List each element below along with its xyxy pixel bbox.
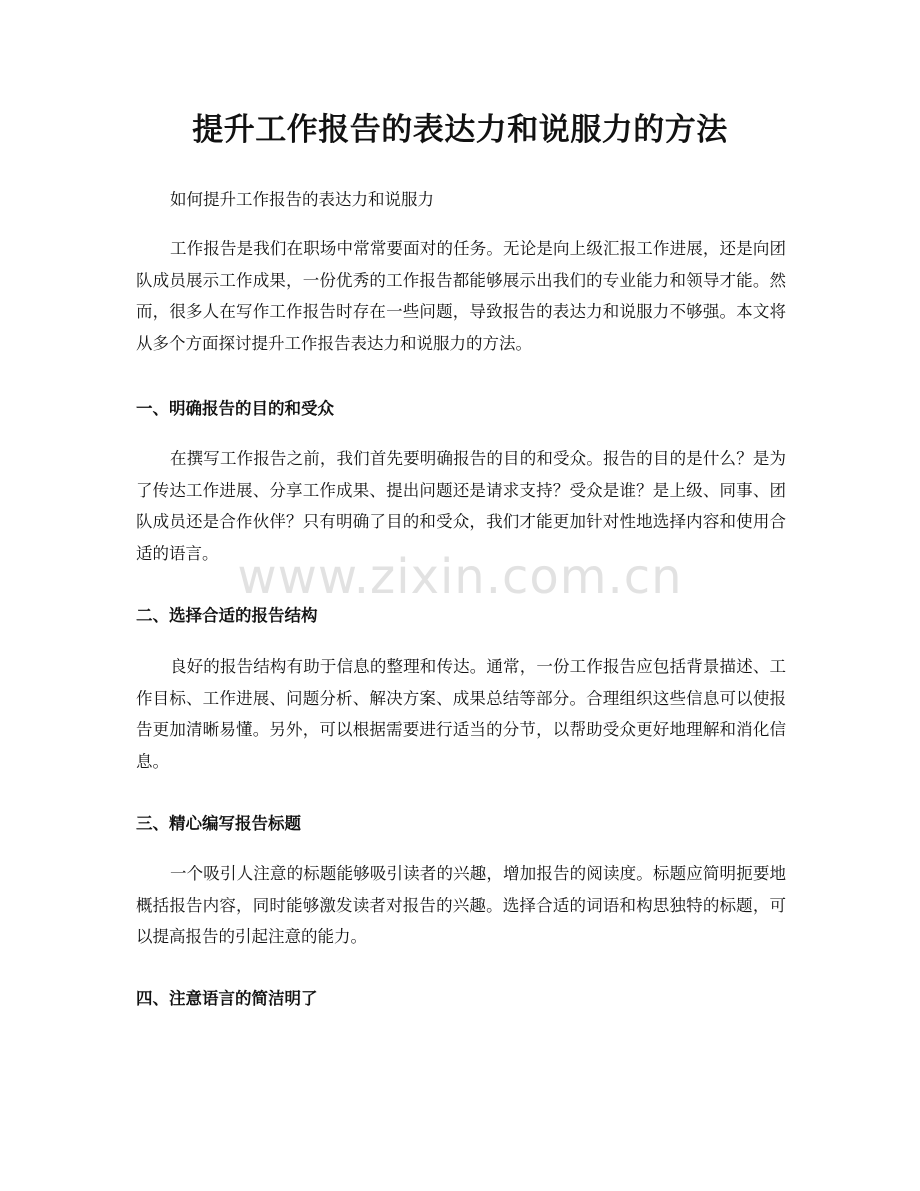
section-heading-4: 四、注意语言的简洁明了 (136, 989, 318, 1008)
section-heading-3: 三、精心编写报告标题 (136, 814, 301, 833)
section-heading-2: 二、选择合适的报告结构 (136, 606, 318, 625)
section-heading-1: 一、明确报告的目的和受众 (136, 399, 334, 418)
intro-paragraph: 工作报告是我们在职场中常常要面对的任务。无论是向上级汇报工作进展，还是向团队成员展示工作成果，一份优秀的工作报告都能够展示出我们的专业能力和领导才能。然而，很多人在写作工作报告时存在一些问题，导致报告的表达力和说服力不够强。本文将从多个方面探讨提升工作报告表达力和说服力的方法。 (136, 239, 786, 354)
section-body-3: 一个吸引人注意的标题能够吸引读者的兴趣，增加报告的阅读度。标题应简明扼要地概括报告内容，同时能够激发读者对报告的兴趣。选择合适的词语和构思独特的标题，可以提高报告的引起注意的能力。 (136, 864, 786, 947)
document-subtitle: 如何提升工作报告的表达力和说服力 (170, 190, 434, 209)
watermark: www.zixin.com.cn (237, 549, 683, 605)
document-title: 提升工作报告的表达力和说服力的方法 (192, 112, 728, 148)
section-body-2: 良好的报告结构有助于信息的整理和传达。通常，一份工作报告应包括背景描述、工作目标、工作进展、问题分析、解决方案、成果总结等部分。合理组织这些信息可以使报告更加清晰易懂。另外，可以根据需要进行适当的分节，以帮助受众更好地理解和消化信息。 (136, 657, 786, 772)
section-body-1: 在撰写工作报告之前，我们首先要明确报告的目的和受众。报告的目的是什么？是为了传达工作进展、分享工作成果、提出问题还是请求支持？受众是谁？是上级、同事、团队成员还是合作伙伴？只有明确了目的和受众，我们才能更加针对性地选择内容和使用合适的语言。 (136, 449, 786, 564)
